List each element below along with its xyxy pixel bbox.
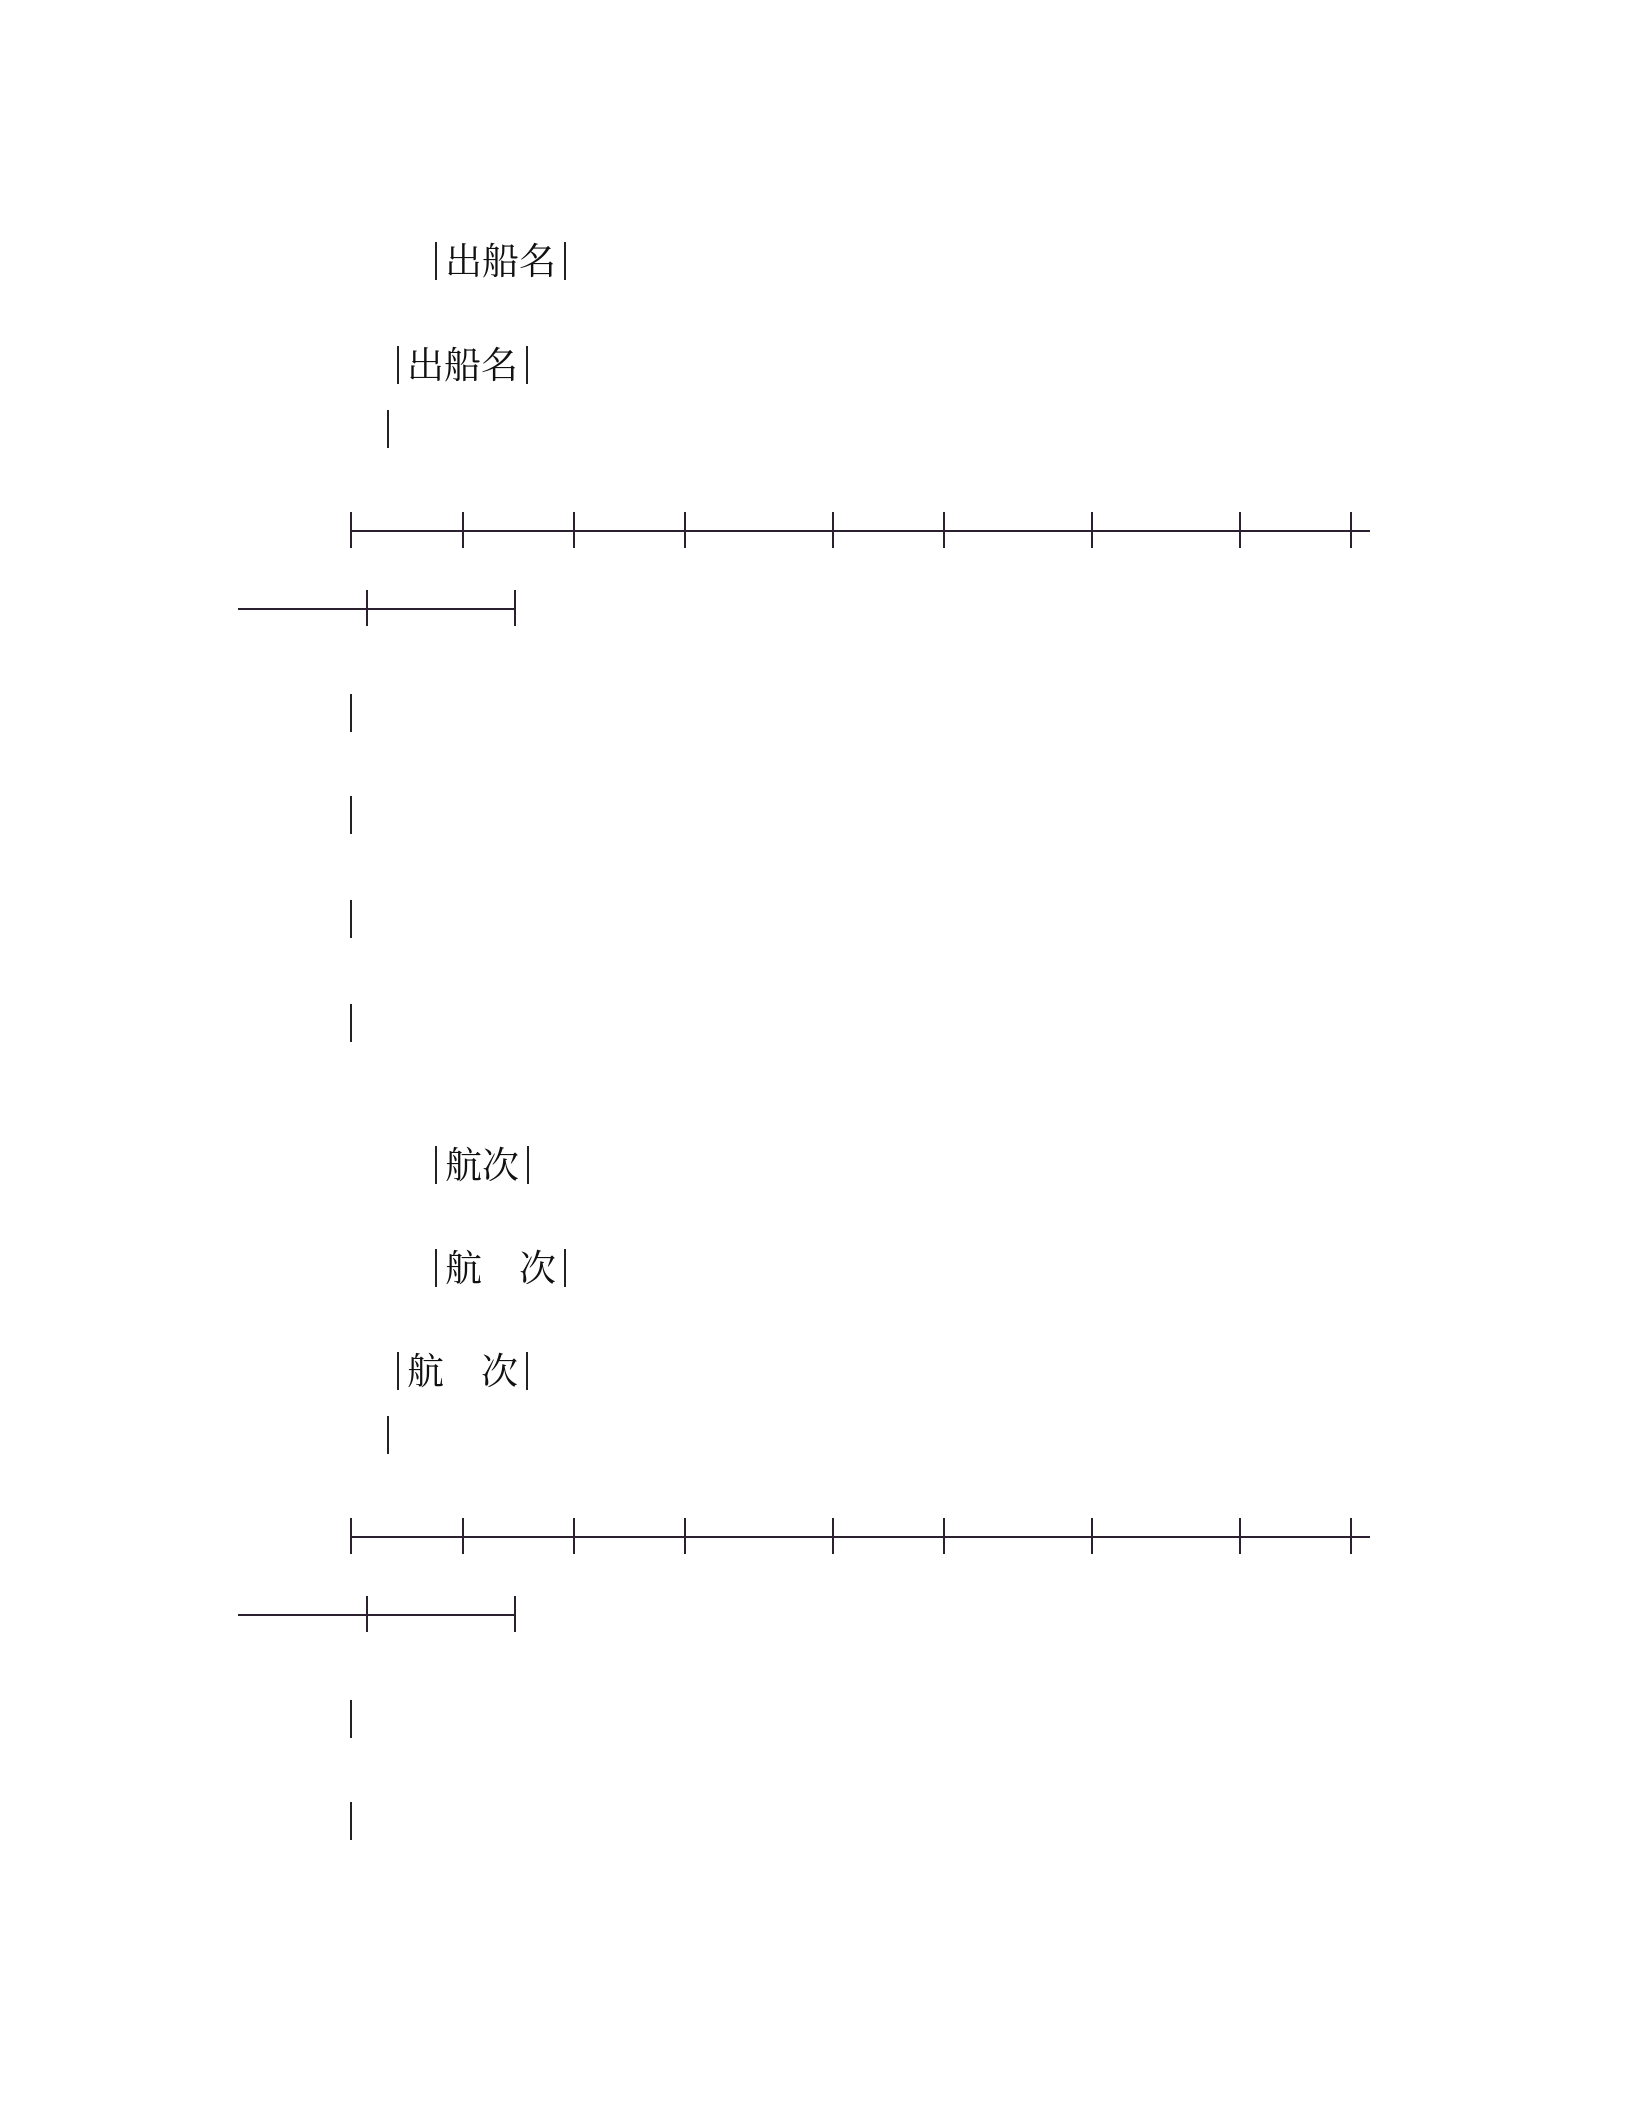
- vertical-marker: [350, 796, 352, 834]
- voyage-label-1: 航次: [445, 1144, 520, 1187]
- rule-tick: [462, 512, 464, 548]
- rule-tick: [366, 590, 368, 626]
- field-border-right: [564, 242, 566, 280]
- rule-tick: [573, 1518, 575, 1554]
- field-border-right: [526, 346, 528, 384]
- rule-tick: [1239, 1518, 1241, 1554]
- rule-tick: [684, 1518, 686, 1554]
- table-rule-line: [350, 530, 1370, 532]
- field-border-right: [564, 1249, 566, 1287]
- rule-tick: [832, 512, 834, 548]
- field-border-right: [526, 1352, 528, 1390]
- rule-tick: [943, 512, 945, 548]
- vertical-marker: [350, 694, 352, 732]
- vertical-marker: [350, 1700, 352, 1738]
- voyage-label-3: 航 次: [407, 1350, 519, 1393]
- vertical-marker: [350, 1004, 352, 1042]
- rule-tick: [366, 1596, 368, 1632]
- rule-tick: [1091, 512, 1093, 548]
- vertical-marker: [387, 1416, 389, 1454]
- rule-tick: [1239, 512, 1241, 548]
- rule-tick: [514, 1596, 516, 1632]
- vertical-marker: [350, 900, 352, 938]
- rule-tick: [350, 1518, 352, 1554]
- table-rule-line-short: [238, 608, 516, 610]
- voyage-field-3: [350, 1306, 528, 1438]
- rule-tick: [462, 1518, 464, 1554]
- rule-tick: [684, 512, 686, 548]
- rule-tick: [1350, 1518, 1352, 1554]
- rule-tick: [832, 1518, 834, 1554]
- table-rule-line: [350, 1536, 1370, 1538]
- vertical-marker: [387, 410, 389, 448]
- rule-tick: [1350, 512, 1352, 548]
- ship-name-label-1: 出船名: [445, 240, 557, 283]
- rule-tick: [514, 590, 516, 626]
- field-border-right: [527, 1146, 529, 1184]
- ship-name-field-2: [350, 300, 528, 432]
- voyage-label-2: 航 次: [445, 1247, 557, 1290]
- table-rule-line-short: [238, 1614, 516, 1616]
- rule-tick: [350, 512, 352, 548]
- ship-name-label-2: 出船名: [407, 344, 519, 387]
- rule-tick: [1091, 1518, 1093, 1554]
- vertical-marker: [350, 1802, 352, 1840]
- rule-tick: [573, 512, 575, 548]
- rule-tick: [943, 1518, 945, 1554]
